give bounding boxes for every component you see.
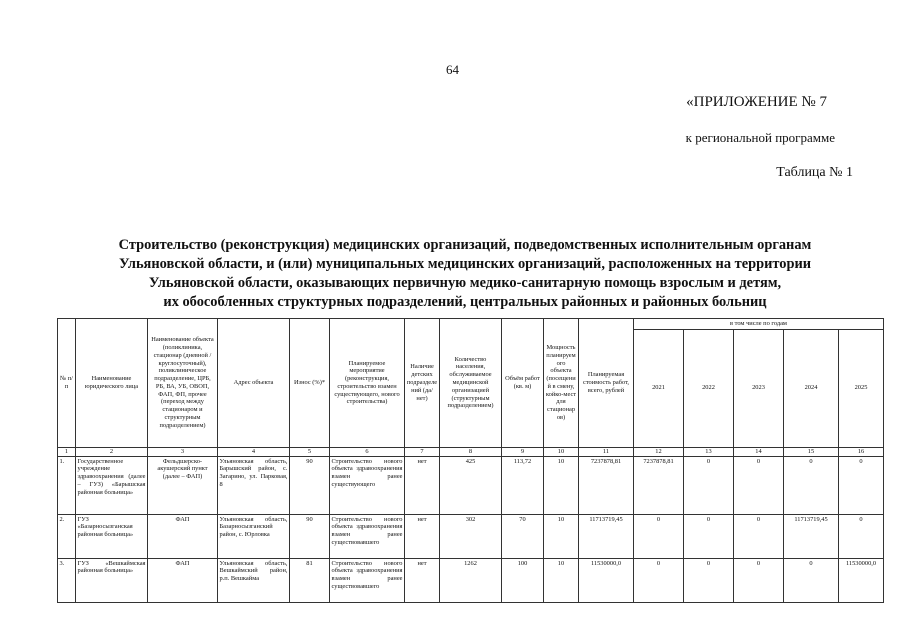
row-address: Ульяновская область, Вешкаймский район, р.п. Вешкайма: [218, 558, 290, 602]
column-number: 2: [76, 447, 148, 456]
header-population: Количество населения, обслуживаемое медицинской организацией (структурным подразделением): [440, 319, 502, 448]
column-number: 9: [502, 447, 544, 456]
header-year: 2023: [734, 329, 784, 447]
row-capacity: 10: [544, 514, 579, 558]
header-address: Адрес объекта: [218, 319, 290, 448]
table-row: [58, 514, 884, 558]
page-number: 64: [446, 62, 459, 77]
column-number: 11: [579, 447, 634, 456]
header-capacity: Мощность планируемого объекта (посещений в смену, койко-мест для стационаров): [544, 319, 579, 448]
column-number: 3: [148, 447, 218, 456]
row-children-units: нет: [405, 514, 440, 558]
row-year-value: 11530000,0: [839, 558, 884, 602]
row-address: Ульяновская область, Барышский район, с. Загарино, ул. Парковая, 8: [218, 456, 290, 514]
row-legal-entity: ГУЗ «Базарносызганская районная больница»: [76, 514, 148, 558]
header-wear: Износ (%)*: [290, 319, 330, 448]
header-year: 2024: [784, 329, 839, 447]
header-by-years: в том числе по годам: [634, 319, 884, 330]
row-population: 1262: [440, 558, 502, 602]
row-wear: 90: [290, 514, 330, 558]
header-num: № п/п: [58, 319, 76, 448]
column-number: 6: [330, 447, 405, 456]
row-cost: 11713719,45: [579, 514, 634, 558]
table-row: [58, 456, 884, 514]
row-legal-entity: ГУЗ «Вешкаймская районная больница»: [76, 558, 148, 602]
column-number: 10: [544, 447, 579, 456]
row-cost: 11530000,0: [579, 558, 634, 602]
table-number: Таблица № 1: [776, 165, 853, 180]
row-year-value: 0: [634, 514, 684, 558]
row-num: 2.: [58, 514, 76, 558]
row-capacity: 10: [544, 456, 579, 514]
header-legal-entity: Наименование юридического лица: [76, 319, 148, 448]
row-year-value: 0: [684, 558, 734, 602]
header-volume: Объём работ (кв. м): [502, 319, 544, 448]
construction-table: [57, 318, 884, 603]
row-planned-work: Строительство нового объекта здравоохранения взамен ранее существовавшего: [330, 558, 405, 602]
title-line: Ульяновской области, и (или) муниципальных медицинских организаций, расположенных на территории: [118, 256, 812, 272]
row-year-value: 0: [634, 558, 684, 602]
row-population: 425: [440, 456, 502, 514]
row-year-value: 0: [839, 456, 884, 514]
annex-title: «ПРИЛОЖЕНИЕ № 7: [686, 94, 827, 110]
row-year-value: 0: [839, 514, 884, 558]
title-line: Строительство (реконструкция) медицинских организаций, подведомственных исполнительным органам: [118, 237, 812, 253]
column-number: 14: [734, 447, 784, 456]
title-line: Ульяновской области, оказывающих первичную медико-санитарную помощь взрослым и детям,: [148, 275, 782, 291]
row-object-name: ФАП: [148, 558, 218, 602]
row-wear: 90: [290, 456, 330, 514]
row-volume: 100: [502, 558, 544, 602]
row-year-value: 0: [684, 514, 734, 558]
header-children-units: Наличие детских подразделений (да/нет): [405, 319, 440, 448]
row-address: Ульяновская область, Базарносызганский район, с. Юрловка: [218, 514, 290, 558]
header-year: 2025: [839, 329, 884, 447]
row-year-value: 0: [784, 558, 839, 602]
column-number-row: [58, 447, 884, 456]
document-title: [40, 236, 890, 312]
column-number: 13: [684, 447, 734, 456]
column-number: 8: [440, 447, 502, 456]
row-legal-entity: Государственное учреждение здравоохранения (далее – ГУЗ) «Барышская районная больница»: [76, 456, 148, 514]
row-year-value: 0: [734, 558, 784, 602]
row-cost: 7237878,81: [579, 456, 634, 514]
column-number: 7: [405, 447, 440, 456]
row-year-value: 0: [734, 514, 784, 558]
header-year: 2021: [634, 329, 684, 447]
column-number: 16: [839, 447, 884, 456]
row-children-units: нет: [405, 456, 440, 514]
header-object-name: Наименование объекта (поликлиника, стационар (дневной /круглосуточный), поликлиническое подразделение, ЦРБ, РБ, ВА, УБ, ОВОП, ФАП, ФП, прочее (переход между стационаром и структурным подразделением): [148, 319, 218, 448]
row-object-name: Фельдшерско-акушерский пункт (далее – ФАП): [148, 456, 218, 514]
column-number: 1: [58, 447, 76, 456]
row-planned-work: Строительство нового объекта здравоохранения взамен ранее существовавшего: [330, 514, 405, 558]
row-population: 302: [440, 514, 502, 558]
column-number: 12: [634, 447, 684, 456]
row-planned-work: Строительство нового объекта здравоохранения взамен ранее существующего: [330, 456, 405, 514]
column-number: 5: [290, 447, 330, 456]
row-year-value: 11713719,45: [784, 514, 839, 558]
row-year-value: 0: [784, 456, 839, 514]
row-volume: 113,72: [502, 456, 544, 514]
row-object-name: ФАП: [148, 514, 218, 558]
column-number: 4: [218, 447, 290, 456]
header-cost: Планируемая стоимость работ, всего, рублей: [579, 319, 634, 448]
row-volume: 70: [502, 514, 544, 558]
table-row: [58, 558, 884, 602]
row-year-value: 7237878,81: [634, 456, 684, 514]
header-planned-work: Планируемое мероприятие (реконструкция, строительство взамен существующего, нового строительства): [330, 319, 405, 448]
header-year: 2022: [684, 329, 734, 447]
row-capacity: 10: [544, 558, 579, 602]
program-reference: к региональной программе: [685, 130, 835, 145]
row-year-value: 0: [734, 456, 784, 514]
row-num: 3.: [58, 558, 76, 602]
title-line: их обособленных структурных подразделений, центральных районных и районных больниц: [163, 294, 767, 310]
row-num: 1.: [58, 456, 76, 514]
row-year-value: 0: [684, 456, 734, 514]
column-number: 15: [784, 447, 839, 456]
row-wear: 81: [290, 558, 330, 602]
row-children-units: нет: [405, 558, 440, 602]
